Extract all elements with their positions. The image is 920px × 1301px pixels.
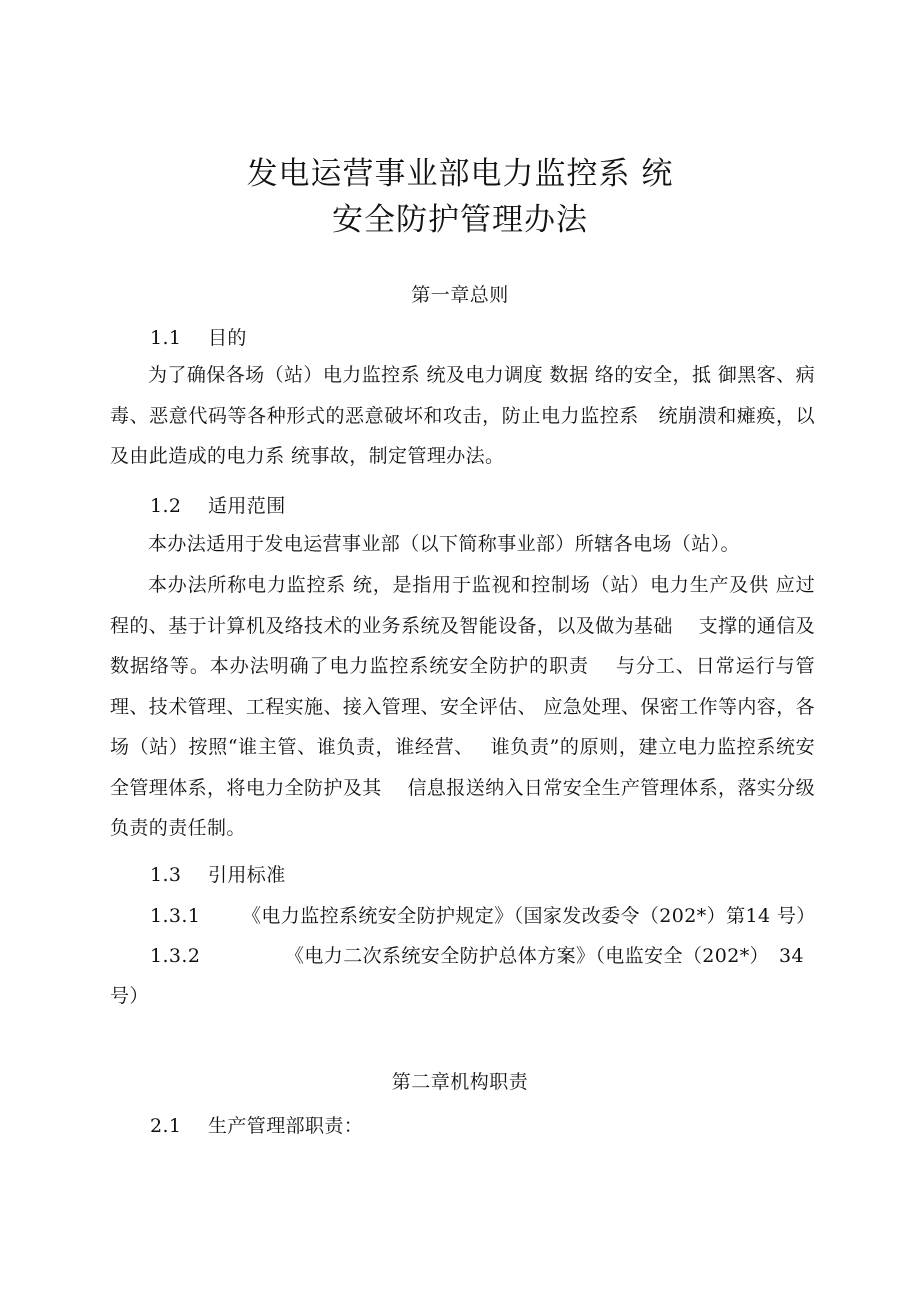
section-heading-1-3 [150, 860, 286, 887]
paragraph-purpose: 为了确保各场（站）电力监控系 统及电力调度 数据 络的安全，抵 御黑客、病毒、恶意代码等各种形式的恶意破坏和攻击，防止电力监控系 统崩溃和瘫痪，以及由此造成的电力系 统事故，制定管理办法。 [110, 364, 815, 467]
section-label: 《电力二次系统安全防护总体方案》（电监安全（202*） 34 [285, 945, 804, 967]
section-label: 目的 [208, 327, 247, 349]
section-heading-1-3-2-continued: 号） [110, 985, 149, 1007]
paragraph-scope: 本办法适用于发电运营事业部（以下简称事业部）所辖各电场（站）。 [148, 533, 740, 555]
section-heading-1-3-2 [150, 941, 804, 968]
section-heading-2-1 [150, 1111, 363, 1138]
document-title-line2: 安全防护管理办法 [332, 202, 588, 238]
section-number: 2.1 [150, 1115, 182, 1137]
section-label: 生产管理部职责： [208, 1115, 364, 1137]
section-heading-1-3-1 [150, 901, 816, 928]
section-label: 《电力监控系统安全防护规定》（国家发改委令（202*）第14 号） [242, 905, 816, 927]
section-heading-1-1 [150, 323, 247, 350]
section-number: 1.3.1 [150, 905, 201, 927]
section-label: 适用范围 [208, 495, 286, 517]
paragraph-definition: 本办法所称电力监控系 统，是指用于监视和控制场（站）电力生产及供 应过程的、基于计算机及络技术的业务系统及智能设备，以及做为基础 支撑的通信及数据络等。本办法明确了电力监控系统安全防护的职责 与分工、日常运行与管理、技术管理、工程实施、接入管理、安全评估、 应急处理、保密工作等内容，各场（站）按照“谁主管、谁负责，谁经营、 谁负责”的原则，建立电力监控系统安全管理体系，将电力全防护及其 信息报送纳入日常安全生产管理体系，落实分级负责的责任制。 [110, 574, 815, 839]
section-heading-1-2 [150, 491, 286, 518]
section-number: 1.3.2 [150, 945, 201, 967]
chapter-heading-2: 第二章机构职责 [391, 1071, 529, 1093]
section-number: 1.3 [150, 864, 182, 886]
chapter-heading-1: 第一章总则 [411, 284, 509, 306]
section-number: 1.2 [150, 495, 182, 517]
document-title-line1: 发电运营事业部电力监控系 统 [246, 156, 674, 192]
section-label: 引用标准 [208, 864, 286, 886]
section-number: 1.1 [150, 327, 182, 349]
